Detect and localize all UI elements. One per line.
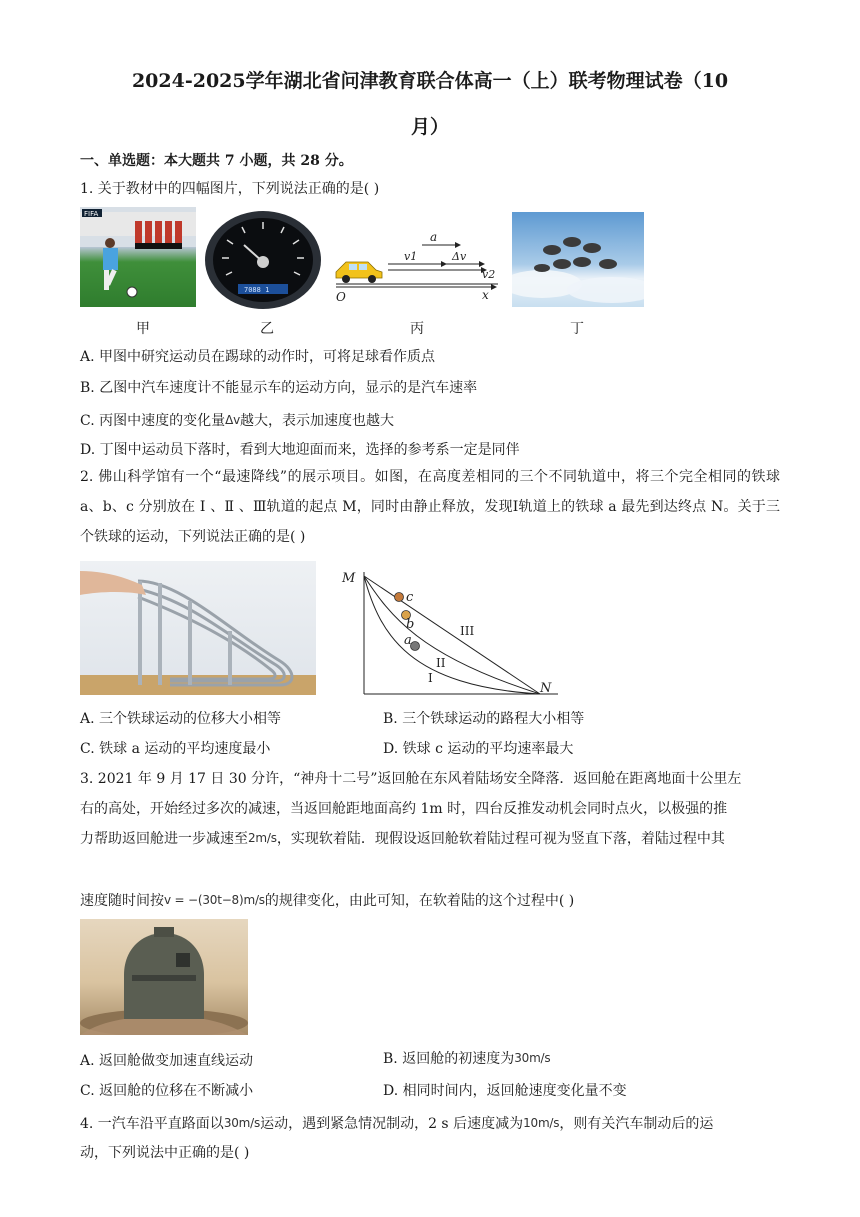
figure-track-photo — [80, 561, 316, 695]
exam-title — [60, 58, 800, 150]
q2-option-b: B. 三个铁球运动的路程大小相等 — [383, 711, 585, 727]
car-icon — [336, 262, 382, 283]
speed-30ms-formula: 30m/s — [223, 1116, 261, 1130]
curves-diagram — [340, 566, 570, 700]
q3-option-a: A. 返回舱做变加速直线运动 — [80, 1053, 254, 1069]
q3-line-1: 3. 2021 年 9 月 17 日 30 分许，“神舟十二号”返回舱在东风着陆场安全降落．返回舱在距离地面十公里左 — [80, 771, 742, 787]
label-O: O — [336, 290, 346, 302]
caption-ding: 丁 — [570, 321, 584, 337]
ball-icon — [127, 287, 137, 297]
ball-c-icon — [395, 593, 404, 602]
ball-a-label: a — [404, 633, 412, 648]
q3-line-2: 右的高处，开始经过多次的减速，当返回舱距地面高约 1m 时，四台反推发动机会同时点火，以极强的推 — [80, 801, 728, 817]
point-N-label: N — [540, 681, 552, 696]
caption-yi: 乙 — [260, 321, 274, 337]
figure-brachistochrone-diagram — [340, 566, 570, 700]
speed-30ms-formula: 30m/s — [514, 1051, 551, 1065]
label-a: a — [430, 230, 438, 244]
q3-option-b: B. 返回舱的初速度为30m/s — [383, 1051, 551, 1067]
ball-a-icon — [411, 642, 420, 651]
label-v2: v2 — [482, 268, 496, 281]
q1-option-b: B. 乙图中汽车速度计不能显示车的运动方向，显示的是汽车速率 — [80, 380, 478, 396]
q3-option-d: D. 相同时间内，返回舱速度变化量不变 — [383, 1083, 627, 1099]
q3-line-4: 速度随时间按v = −(30t−8)m/s的规律变化，由此可知，在软着陆的这个过程中( ) — [80, 893, 575, 909]
odometer-text: 7088 1 — [244, 286, 270, 294]
capsule-scene — [80, 919, 248, 1035]
velocity-law-formula: v = −(30t−8)m/s — [164, 893, 265, 907]
speed-10ms-formula: 10m/s — [523, 1116, 560, 1130]
figure-return-capsule — [80, 919, 248, 1035]
q1-stem: 1. 关于教材中的四幅图片，下列说法正确的是( ) — [80, 181, 380, 197]
caption-bing: 丙 — [410, 321, 424, 337]
q2-option-d: D. 铁球 c 运动的平均速率最大 — [383, 741, 574, 757]
section-heading: 一、单选题：本大题共 7 小题，共 28 分。 — [80, 153, 353, 169]
ball-b-label: b — [406, 617, 415, 632]
label-dv: Δv — [452, 250, 467, 263]
q4-line-2: 动，下列说法中正确的是( ) — [80, 1145, 250, 1161]
delta-v-formula: Δv — [225, 413, 241, 427]
point-M-label: M — [342, 571, 356, 586]
figure-yi-speedometer — [204, 210, 322, 310]
hand-icon — [80, 571, 146, 595]
track-II-label: II — [436, 656, 446, 670]
figure-ding-skydivers — [512, 212, 644, 307]
ball-c-label: c — [406, 590, 414, 605]
q1-option-a: A. 甲图中研究运动员在踢球的动作时，可将足球看作质点 — [80, 349, 436, 365]
speedometer-icon — [204, 210, 322, 310]
q3-option-c: C. 返回舱的位移在不断减小 — [80, 1083, 254, 1099]
q2-option-c: C. 铁球 a 运动的平均速度最小 — [80, 741, 271, 757]
q1-option-c: C. 丙图中速度的变化量Δv越大，表示加速度也越大 — [80, 413, 395, 429]
skydivers-scene — [512, 212, 644, 307]
track-III-label: III — [460, 624, 475, 638]
track-photo-scene — [80, 561, 316, 695]
label-v1: v1 — [404, 250, 418, 263]
q2-option-a: A. 三个铁球运动的位移大小相等 — [80, 711, 282, 727]
q1-option-d: D. 丁图中运动员下落时，看到大地迎面而来，选择的参考系一定是同伴 — [80, 442, 520, 458]
q4-line-1: 4. 一汽车沿平直路面以30m/s运动，遇到紧急情况制动，2 s 后速度减为10m/s，则有关汽车制动后的运 — [80, 1116, 714, 1132]
soccer-scene — [80, 207, 196, 307]
q2-stem: 2. 佛山科学馆有一个“最速降线”的展示项目。如图，在高度差相同的三个不同轨道中，将三个完全相同的铁球 a、b、c 分别放在 Ⅰ 、Ⅱ 、Ⅲ轨道的起点 M，同时由静止释放，发现Ⅰ轨道上的铁球 a 最先到达终点 N。关于三个铁球的运动，下列说法正确的是( ) — [80, 469, 780, 545]
figure-jia-soccer — [80, 207, 196, 307]
caption-jia: 甲 — [136, 321, 150, 337]
vector-diagram — [332, 226, 504, 302]
fifa-logo-text: FIFA — [84, 210, 99, 218]
speed-2ms-formula: 2m/s — [248, 831, 277, 845]
label-x: x — [482, 288, 489, 302]
figure-bing-car-vectors — [332, 226, 504, 302]
track-I-label: I — [428, 671, 433, 685]
title-line-1: 2024-2025学年湖北省问津教育联合体高一（上）联考物理试卷（10 — [131, 70, 729, 92]
title-line-2: 月） — [410, 116, 449, 138]
q3-line-3: 力帮助返回舱进一步减速至2m/s，实现软着陆．现假设返回舱软着陆过程可视为竖直下落，着陆过程中其 — [80, 831, 725, 847]
